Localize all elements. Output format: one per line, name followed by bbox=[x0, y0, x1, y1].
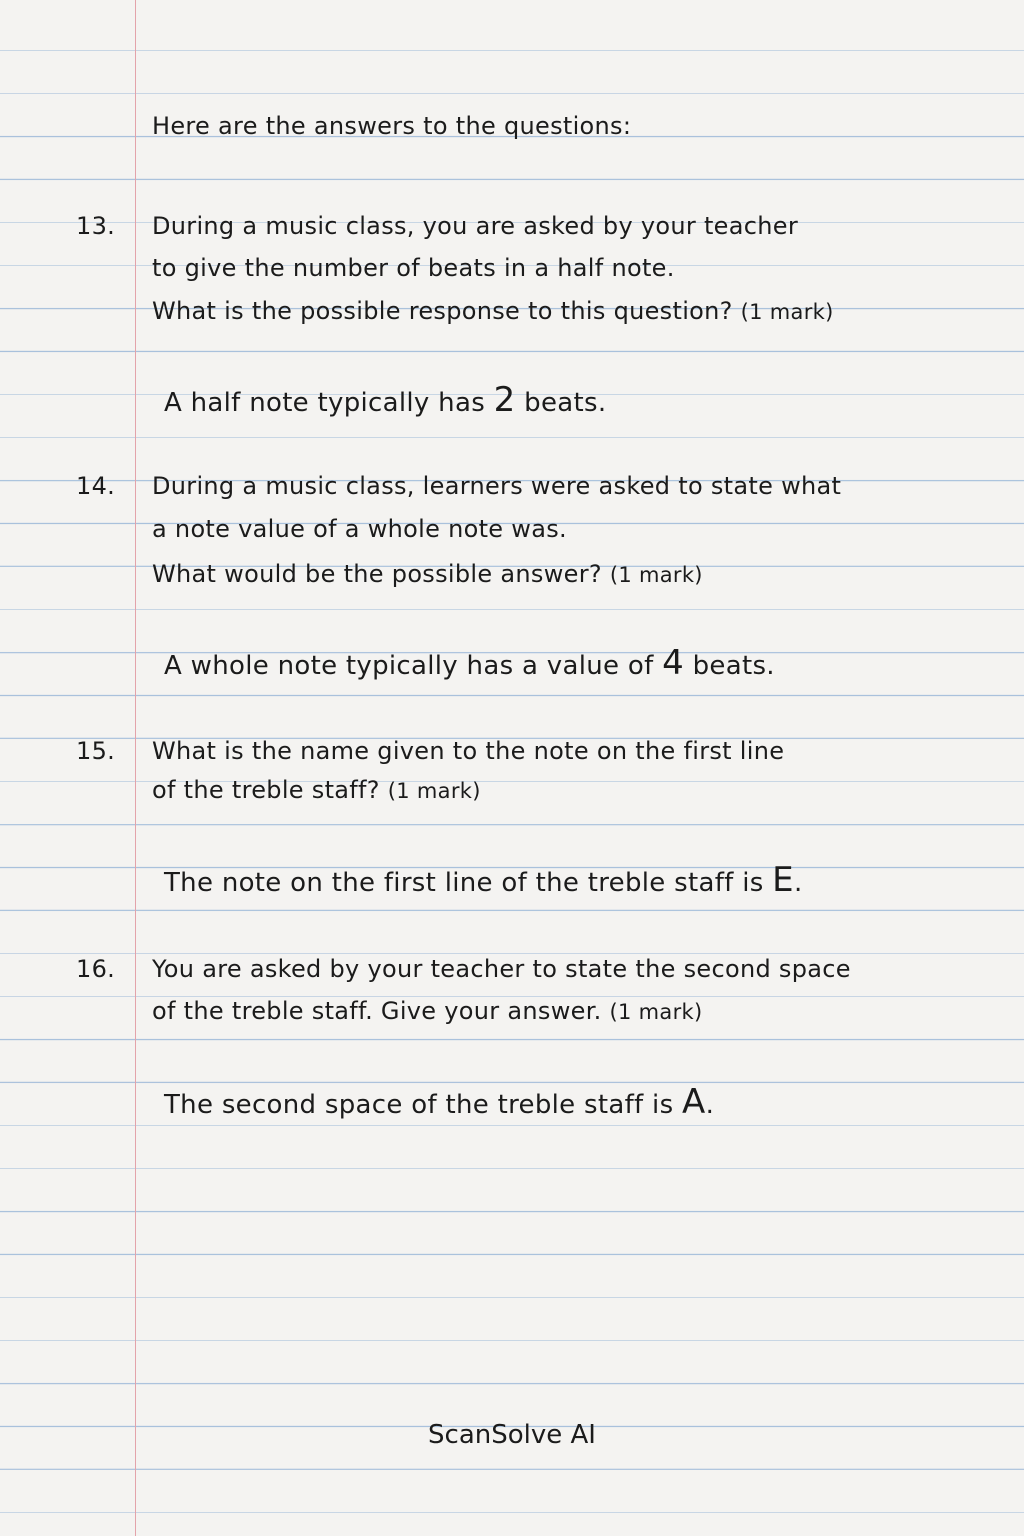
question-number: 13. bbox=[76, 212, 116, 240]
question-line: What would be the possible answer? bbox=[152, 560, 602, 588]
question-number: 15. bbox=[76, 737, 116, 765]
footer-brand: ScanSolve AI bbox=[428, 1420, 596, 1450]
question-line: During a music class, learners were asked to state what bbox=[152, 472, 842, 500]
answer-text: The second space of the treble staff is bbox=[164, 1090, 674, 1120]
question-line: What is the possible response to this question? bbox=[152, 297, 733, 325]
answer-text: The note on the first line of the treble staff is bbox=[164, 868, 764, 898]
answer bbox=[164, 380, 606, 420]
answer-tail: beats. bbox=[524, 388, 607, 418]
question-line-with-marks bbox=[152, 997, 702, 1025]
question-line: During a music class, you are asked by your teacher bbox=[152, 212, 798, 240]
question-line: of the treble staff? bbox=[152, 776, 380, 804]
intro-text: Here are the answers to the questions: bbox=[152, 112, 632, 140]
question-line: of the treble staff. Give your answer. bbox=[152, 997, 602, 1025]
answer-value: 4 bbox=[662, 643, 685, 683]
question-number: 14. bbox=[76, 472, 116, 500]
answer-tail: . bbox=[793, 868, 803, 898]
margin-line bbox=[135, 0, 136, 1536]
question-line-with-marks bbox=[152, 297, 834, 325]
marks-label: (1 mark) bbox=[740, 300, 834, 324]
question-line: What is the name given to the note on the first line bbox=[152, 737, 785, 765]
answer-tail: . bbox=[705, 1090, 715, 1120]
answer-value: A bbox=[682, 1082, 706, 1122]
question-line: to give the number of beats in a half note. bbox=[152, 254, 675, 282]
marks-label: (1 mark) bbox=[609, 1000, 703, 1024]
answer-text: A whole note typically has a value of bbox=[164, 651, 654, 681]
question-line: a note value of a whole note was. bbox=[152, 515, 567, 543]
answer-text: A half note typically has bbox=[164, 388, 486, 418]
marks-label: (1 mark) bbox=[609, 563, 703, 587]
answer-value: 2 bbox=[493, 380, 516, 420]
answer-tail: beats. bbox=[692, 651, 775, 681]
question-line-with-marks bbox=[152, 776, 481, 804]
answer bbox=[164, 643, 775, 683]
question-line-with-marks bbox=[152, 560, 703, 588]
question-line: You are asked by your teacher to state the second space bbox=[152, 955, 851, 983]
answer-value: E bbox=[772, 860, 794, 900]
answer bbox=[164, 860, 803, 900]
question-number: 16. bbox=[76, 955, 116, 983]
answer bbox=[164, 1082, 714, 1122]
marks-label: (1 mark) bbox=[387, 779, 481, 803]
